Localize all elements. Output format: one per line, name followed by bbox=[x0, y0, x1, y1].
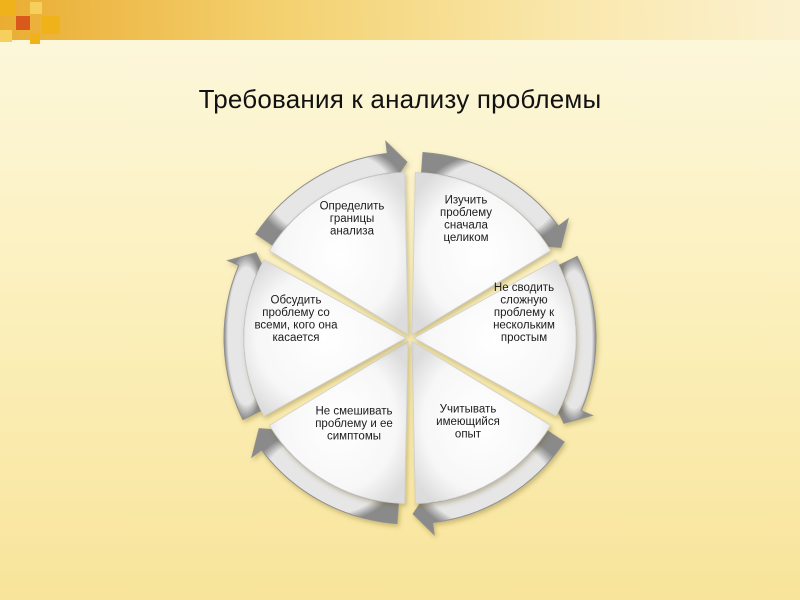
segment-label-line: проблему и ее bbox=[315, 418, 393, 430]
segment-label-line: касается bbox=[272, 331, 320, 344]
segment-label-line: Учитывать bbox=[439, 403, 497, 416]
segment-label-line: сначала bbox=[444, 219, 488, 232]
segment-label-line: анализа bbox=[330, 225, 374, 238]
slide-title: Требования к анализу проблемы bbox=[198, 84, 602, 114]
segment-label-line: целиком bbox=[443, 231, 489, 244]
segment-label-line: всеми, кого она bbox=[254, 319, 338, 332]
segment-label-line: границы bbox=[329, 213, 375, 225]
segment-label-line: сложную bbox=[500, 294, 548, 307]
segment-label-line: проблему со bbox=[262, 306, 330, 319]
segment-label-line: Определить bbox=[319, 200, 385, 213]
segment-label-2 bbox=[440, 194, 492, 244]
segment-label-3 bbox=[493, 282, 555, 344]
segment-label-line: симптомы bbox=[326, 430, 382, 443]
segment-label-line: Не сводить bbox=[493, 282, 555, 294]
segment-label-line: проблему bbox=[440, 206, 492, 219]
segment-label-line: имеющийся bbox=[436, 416, 500, 428]
segment-label-line: опыт bbox=[454, 428, 482, 441]
segment-label-line: Обсудить bbox=[270, 294, 322, 307]
segment-label-line: Не смешивать bbox=[315, 405, 393, 418]
segment-label-line: проблему к bbox=[493, 307, 555, 319]
segment-label-line: простым bbox=[500, 332, 548, 344]
segment-label-line: Изучить bbox=[444, 194, 488, 207]
segment-label-line: нескольким bbox=[493, 319, 555, 332]
